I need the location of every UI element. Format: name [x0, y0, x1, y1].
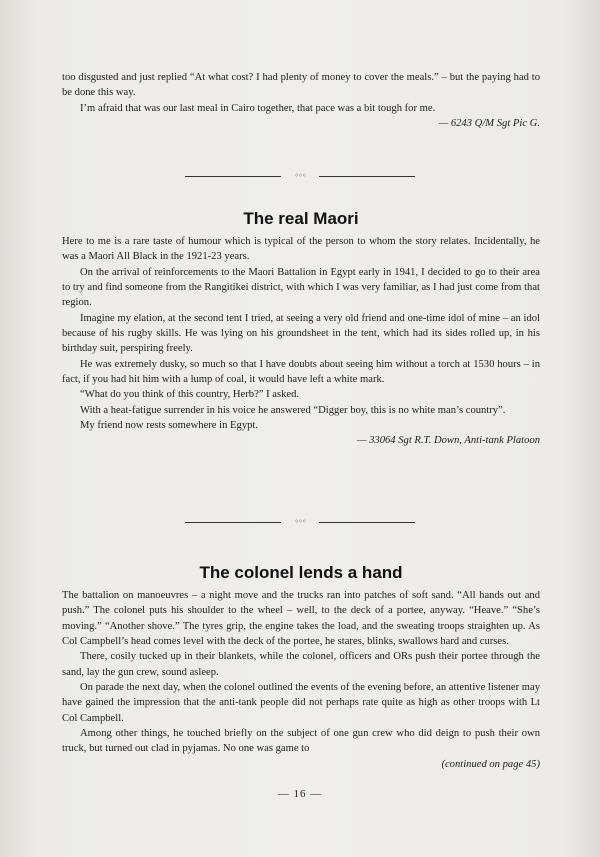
story1-body — [62, 234, 540, 449]
intro-signature: — 6243 Q/M Sgt Pic G. — [438, 118, 540, 130]
story2-paragraph-3: On parade the next day, when the colonel outlined the events of the evening before, an attentive listener may have gained the impression that the anti-tank people did not perhaps rate quite as high as other troops with Lt Col Campbell. — [62, 682, 540, 724]
intro-paragraph-2: I’m afraid that was our last meal in Cairo together, that pace was a bit tough for me. — [80, 102, 436, 114]
story2-continued-note: (continued on page 45) — [441, 758, 540, 770]
intro-section — [62, 70, 540, 131]
story2-title: The colonel lends a hand — [199, 563, 403, 582]
story1-paragraph-5: “What do you think of this country, Herb?” I asked. — [80, 389, 300, 401]
story1-signature: — 33064 Sgt R.T. Down, Anti-tank Platoon — [357, 435, 540, 447]
story-colonel — [62, 563, 540, 583]
divider-ornament: ◦◦◦ — [294, 517, 306, 526]
story1-paragraph-6: With a heat-fatigue surrender in his voice he answered “Digger boy, this is no white man’s country”. — [80, 404, 506, 416]
story2-paragraph-4: Among other things, he touched briefly on the subject of one gun crew who did deign to push their own truck, but turned out clad in pyjamas. No one was game to — [62, 728, 540, 755]
story2-body — [62, 588, 540, 772]
story2-paragraph-2: There, cosily tucked up in their blankets, while the colonel, officers and ORs push their portee through the sand, lay the gun crew, sound asleep. — [62, 651, 540, 678]
intro-paragraph-1: too disgusted and just replied “At what cost? I had plenty of money to cover the meals.” – but the paying had to be done this way. — [62, 72, 540, 99]
section-divider-2 — [185, 517, 415, 527]
section-divider-1 — [185, 171, 415, 181]
page-number: — 16 — — [277, 788, 323, 800]
story1-paragraph-1: Here to me is a rare taste of humour which is typical of the person to whom the story relates. Incidentally, he was a Maori All Black in the 1921-23 years. — [62, 236, 540, 263]
story1-paragraph-3: Imagine my elation, at the second tent I tried, at seeing a very old friend and one-time idol of mine – an idol because of his rugby skills. He was lying on his groundsheet in the tent, which had its sides rolled up, in his birthday suit, perspiring freely. — [62, 312, 540, 355]
divider-ornament: ◦◦◦ — [294, 171, 306, 180]
story1-title: The real Maori — [243, 209, 359, 228]
story1-paragraph-2: On the arrival of reinforcements to the Maori Battalion in Egypt early in 1941, I decided to go to their area to try and find someone from the Rangitikei district, with which I was very familiar, as I had just come from that region. — [62, 266, 540, 309]
story1-paragraph-4: He was extremely dusky, so much so that I have doubts about seeing him without a torch at 1530 hours – in fact, if you had hit him with a lump of coal, it would have left a white mark. — [62, 358, 540, 386]
story-real-maori — [62, 209, 540, 229]
story1-paragraph-7: My friend now rests somewhere in Egypt. — [80, 420, 258, 432]
story2-paragraph-1: The battalion on manoeuvres – a night move and the trucks ran into patches of soft sand. “All hands out and push.” The colonel puts his shoulder to the wheel – well, to the deck of a portee, anyway. “Heave.” “She’s moving.” “Another shove.” The tyres grip, the engine takes the load, and the sweating troops straighten up. As Col Campbell’s head comes level with the deck of the portee, he stares, blinks, swallows hard and curses. — [62, 590, 540, 648]
